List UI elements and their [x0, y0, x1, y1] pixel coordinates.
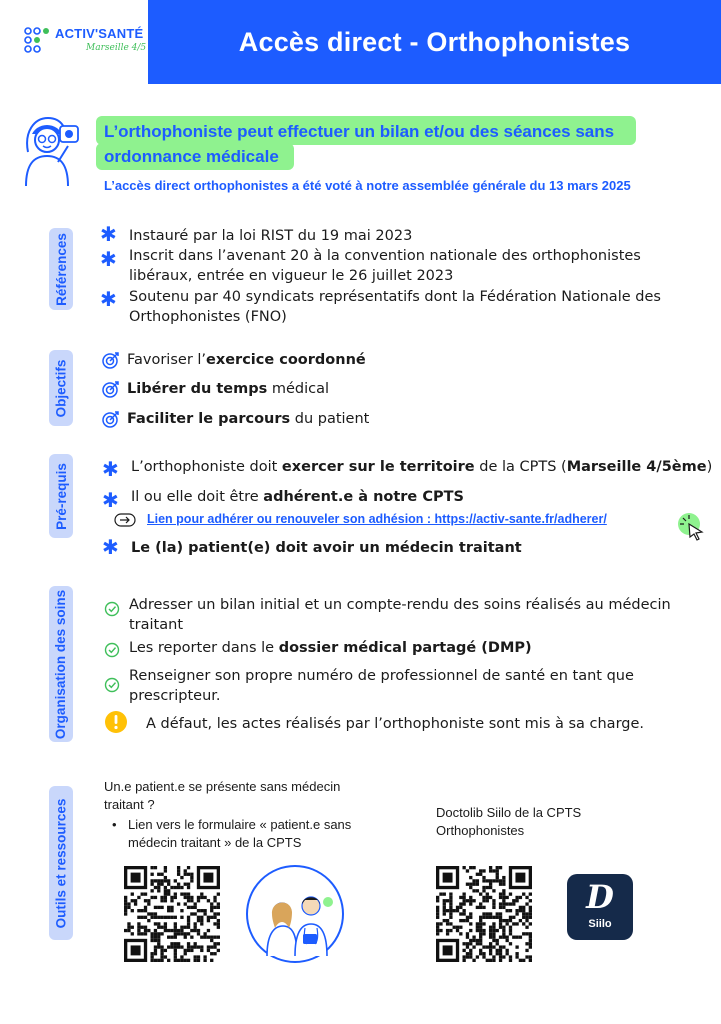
text-part: du patient: [290, 411, 370, 427]
adhesion-link[interactable]: Lien pour adhérer ou renouveler son adhésion : https://activ-sante.fr/adherer/: [147, 512, 607, 526]
orthophonist-illustration-icon: [18, 112, 84, 188]
target-icon: [101, 409, 121, 429]
line: prescripteur.: [129, 688, 221, 704]
target-icon: [101, 350, 121, 370]
brand-logo: [24, 24, 147, 58]
section-tab-objectifs: [49, 350, 73, 426]
organisation-item: [129, 595, 671, 635]
section-tab-prerequis: [49, 454, 73, 538]
line: Adresser un bilan initial et un compte-rendu des soins réalisés au médecin: [129, 597, 671, 613]
warning-icon: [104, 710, 128, 734]
check-circle-icon: [104, 642, 120, 658]
asterisk-icon: ✱: [102, 535, 119, 559]
text-part: L’orthophoniste doit: [131, 459, 282, 475]
siilo-title: [436, 804, 581, 840]
qr-code-siilo[interactable]: [436, 866, 532, 962]
headline: [104, 119, 644, 169]
siilo-logo: [567, 874, 633, 940]
text-part: Favoriser l’: [127, 352, 207, 368]
line: Inscrit dans l’avenant 20 à la convention nationale des orthophonistes: [129, 248, 641, 264]
arrow-right-icon: [114, 513, 136, 527]
text-bold: Marseille 4/5ème: [566, 459, 707, 475]
objective-item: [127, 379, 329, 399]
asterisk-icon: ✱: [102, 457, 119, 481]
organisation-item: [129, 666, 634, 706]
organisation-item: [129, 638, 532, 658]
check-circle-icon: [104, 677, 120, 693]
objective-item: [127, 409, 369, 429]
prerequis-item: Le (la) patient(e) doit avoir un médecin traitant: [131, 540, 522, 556]
check-circle-icon: [104, 601, 120, 617]
line: Renseigner son propre numéro de professionnel de santé en tant que: [129, 668, 634, 684]
text-bold: exercer sur le territoire: [281, 459, 475, 475]
text-part: de la CPTS (: [474, 459, 567, 475]
reference-item: [129, 287, 661, 327]
logo-dots-icon: [24, 27, 50, 53]
line: traitant: [129, 617, 184, 633]
section-label: Organisation des soins: [53, 589, 69, 739]
section-label: Objectifs: [53, 359, 69, 417]
section-label: Outils et ressources: [53, 798, 69, 928]
section-tab-organisation: [49, 586, 73, 742]
line: Un.e patient.e se présente sans médecin: [104, 779, 341, 794]
bullet-dot: •: [112, 817, 117, 832]
text-part: ): [706, 459, 713, 475]
prerequis-item: [131, 487, 464, 507]
subline: L’accès direct orthophonistes a été voté à notre assemblée générale du 13 mars 2025: [104, 178, 631, 193]
reference-item: [129, 226, 412, 246]
text-part: Il ou elle doit être: [131, 489, 264, 505]
line: traitant ?: [104, 797, 155, 812]
line: médecin traitant » de la CPTS: [128, 835, 302, 850]
line: Orthophonistes (FNO): [129, 309, 287, 325]
line: Lien vers le formulaire « patient.e sans: [128, 817, 352, 832]
asterisk-icon: ✱: [100, 247, 117, 271]
asterisk-icon: ✱: [102, 488, 119, 512]
line: Instauré par la loi RIST du 19 mai 2023: [129, 228, 413, 244]
no-doctor-question: [104, 778, 340, 814]
text-bold: adhérent.e à notre CPTS: [263, 489, 464, 505]
section-tab-outils: [49, 786, 73, 940]
page-title: Accès direct - Orthophonistes: [238, 26, 631, 57]
prerequis-item: [131, 457, 712, 477]
line: libéraux, entrée en vigueur le 26 juillet 2023: [129, 268, 454, 284]
headline-line: L’orthophoniste peut effectuer un bilan et/ou des séances sans: [104, 122, 615, 141]
text-bold: Libérer du temps: [127, 381, 268, 397]
line: Soutenu par 40 syndicats représentatifs dont la Fédération Nationale des: [129, 289, 661, 305]
headline-line: ordonnance médicale: [104, 147, 279, 166]
text-part: Les reporter dans le: [129, 640, 279, 656]
objective-item: [127, 350, 366, 370]
asterisk-icon: ✱: [100, 287, 117, 311]
siilo-logo-letter: D: [586, 878, 614, 916]
logo-name: ACTIV'SANTÉ: [55, 26, 144, 41]
section-tab-references: [49, 228, 73, 310]
click-cursor-icon: [677, 512, 707, 542]
line: Doctolib Siilo de la CPTS: [436, 805, 582, 820]
warning-text: A défaut, les actes réalisés par l’orthophoniste sont mis à sa charge.: [146, 716, 645, 732]
asterisk-icon: ✱: [100, 222, 117, 246]
logo-subtitle: Marseille 4/5: [86, 43, 147, 53]
text-bold: exercice coordonné: [206, 352, 366, 368]
text-part: médical: [267, 381, 330, 397]
qr-code-form[interactable]: [124, 866, 220, 962]
text-bold: dossier médical partagé (DMP): [278, 640, 532, 656]
section-label: Références: [53, 232, 69, 306]
target-icon: [101, 379, 121, 399]
section-label: Pré-requis: [53, 462, 69, 530]
line: Orthophonistes: [436, 823, 525, 838]
siilo-logo-label: Siilo: [588, 918, 612, 930]
doctors-illustration-icon: [245, 864, 345, 964]
text-bold: Faciliter le parcours: [127, 411, 291, 427]
form-link-description: [128, 816, 351, 852]
reference-item: [129, 246, 641, 286]
